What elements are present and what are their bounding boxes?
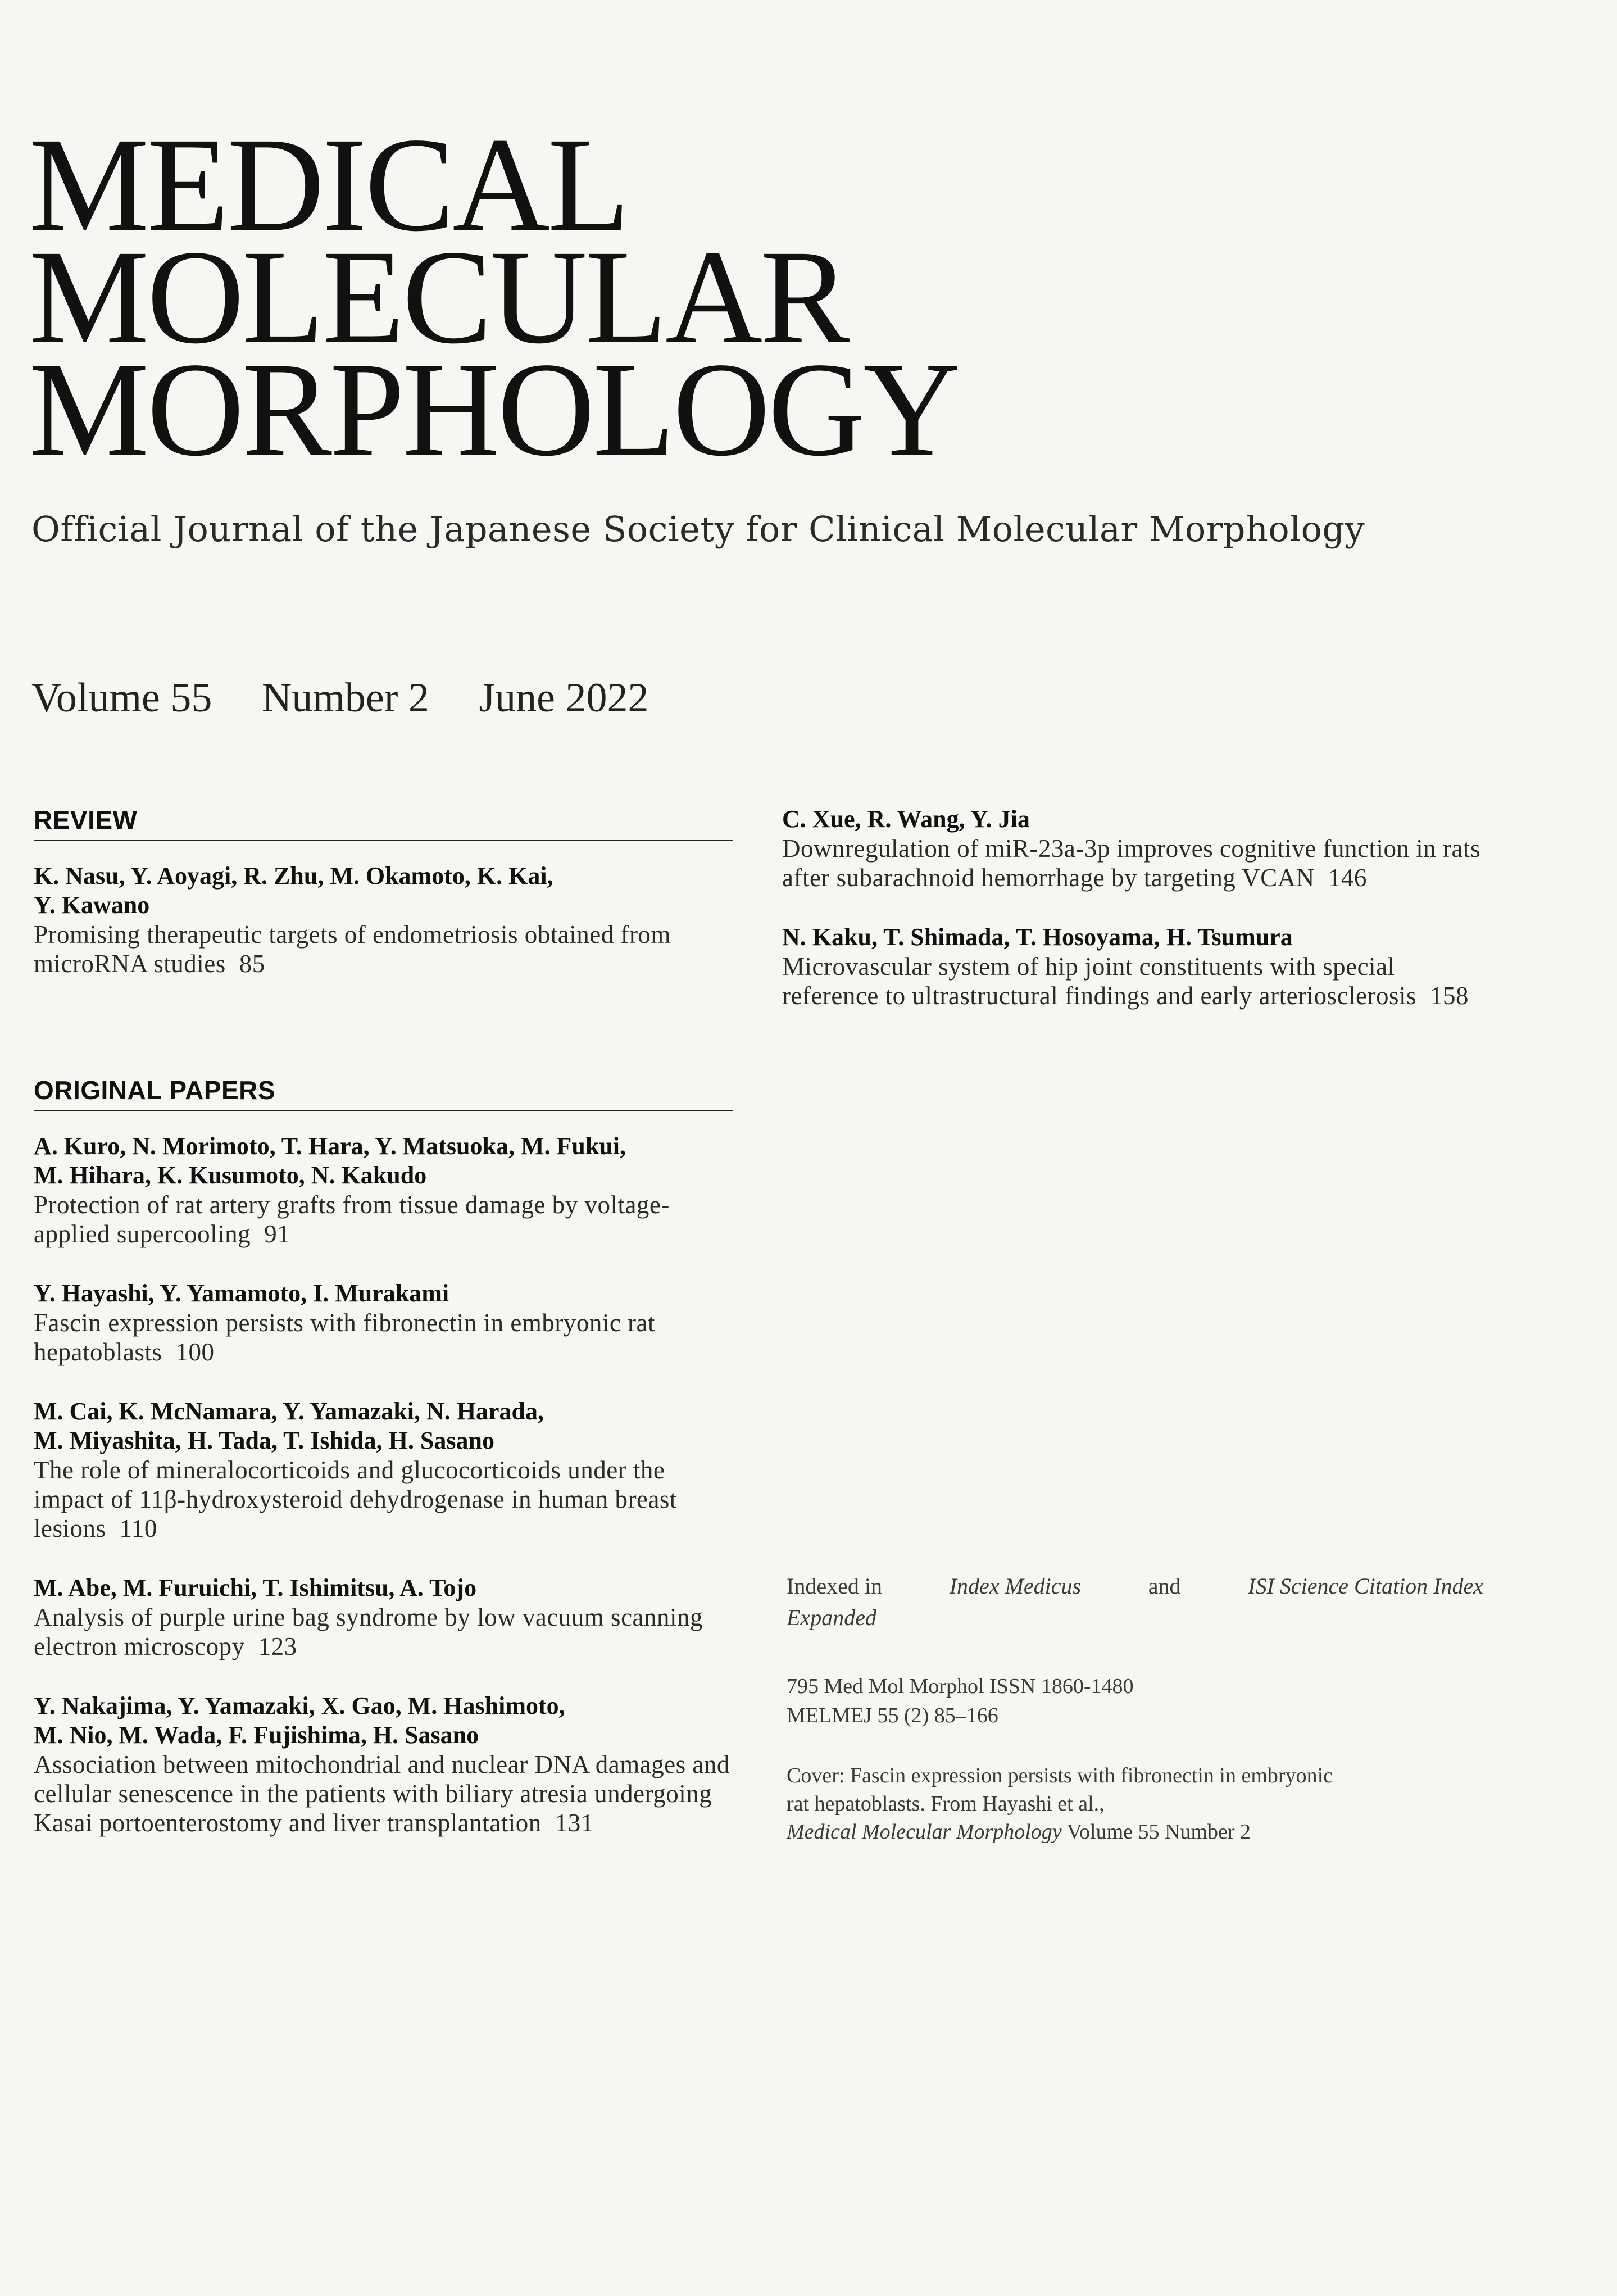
contents-left-column [34,805,733,1868]
masthead-line-1: MEDICAL [29,110,628,259]
paper-entry[interactable] [34,1279,733,1367]
issue-date: June 2022 [479,675,649,721]
entry-title [782,834,1496,892]
entry-title [34,1308,733,1367]
entry-authors: A. Kuro, N. Morimoto, T. Hara, Y. Matsuoka, M. Fukui, [34,1132,626,1160]
entry-authors: C. Xue, R. Wang, Y. Jia [782,805,1030,833]
entry-title [34,920,733,978]
entry-title [34,1750,733,1837]
entry-title [34,1455,733,1543]
paper-entry[interactable] [782,923,1496,1010]
entry-page: 91 [264,1220,290,1248]
isi-index: ISI Science Citation Index [1248,1573,1483,1599]
entry-page: 110 [119,1514,157,1542]
entry-title-text: Analysis of purple urine bag syndrome by low vacuum scanning electron microscopy [34,1603,703,1660]
entry-page: 146 [1328,864,1367,892]
entry-title-text: Association between mitochondrial and nuclear DNA damages and cellular senescence in the patients with biliary atresia undergoing Kasai portoenterostomy and liver transplantation [34,1750,730,1837]
entry-title [782,952,1496,1010]
entry-authors-cont: M. Hihara, K. Kusumoto, N. Kakudo [34,1161,427,1189]
entry-title-text: Downregulation of miR-23a-3p improves cognitive function in rats after subarachnoid hemorrhage by targeting VCAN [782,834,1481,892]
review-entry[interactable] [34,861,733,978]
issn-line-2: MELMEJ 55 (2) 85–166 [787,1704,998,1727]
issn-line-1: 795 Med Mol Morphol ISSN 1860-1480 [787,1675,1134,1698]
entry-authors: K. Nasu, Y. Aoyagi, R. Zhu, M. Okamoto, K. Kai, [34,862,553,890]
cover-caption [787,1762,1483,1846]
isi-index-cont: Expanded [787,1605,876,1630]
cover-journal: Medical Molecular Morphology [787,1820,1062,1844]
issue-number: Number 2 [261,675,429,721]
and-text: and [1148,1573,1181,1599]
entry-authors: M. Cai, K. McNamara, Y. Yamazaki, N. Harada, [34,1397,544,1425]
issn-info [787,1672,1483,1730]
entry-title-text: Protection of rat artery grafts from tissue damage by voltage-applied supercooling [34,1191,670,1248]
masthead-line-2: MOLECULAR [29,222,848,371]
paper-entry[interactable] [34,1691,733,1837]
cover-issue: Volume 55 Number 2 [1066,1820,1251,1844]
entry-authors: N. Kaku, T. Shimada, T. Hosoyama, H. Tsumura [782,923,1293,951]
cover-line-1: Cover: Fascin expression persists with fibronectin in embryonic [787,1764,1333,1787]
cover-line-2: rat hepatoblasts. From Hayashi et al., [787,1792,1105,1816]
entry-title-text: Fascin expression persists with fibronectin in embryonic rat hepatoblasts [34,1309,656,1366]
index-medicus: Index Medicus [949,1573,1082,1599]
contents-right-column [782,805,1496,1041]
journal-subtitle: Official Journal of the Japanese Society for Clinical Molecular Morphology [31,509,1365,550]
entry-page: 85 [239,950,265,978]
entry-authors: Y. Nakajima, Y. Yamazaki, X. Gao, M. Hashimoto, [34,1692,565,1719]
indexing-note [787,1571,1483,1633]
entry-title-text: Promising therapeutic targets of endometriosis obtained from microRNA studies [34,920,671,978]
entry-page: 123 [258,1632,297,1660]
entry-authors-cont: M. Miyashita, H. Tada, T. Ishida, H. Sasano [34,1427,494,1454]
entry-authors-cont: Y. Kawano [34,891,150,919]
review-section-heading: REVIEW [34,805,733,841]
entry-authors: M. Abe, M. Furuichi, T. Ishimitsu, A. Tojo [34,1574,477,1601]
entry-page: 158 [1430,982,1469,1010]
indexed-in-text: Indexed in [787,1573,882,1599]
entry-page: 131 [555,1809,594,1837]
paper-entry[interactable] [34,1132,733,1249]
issue-info [31,674,649,722]
entry-authors: Y. Hayashi, Y. Yamamoto, I. Murakami [34,1279,449,1307]
paper-entry[interactable] [34,1573,733,1661]
entry-title [34,1603,733,1661]
entry-page: 100 [175,1338,215,1366]
entry-title [34,1190,733,1249]
indexing-line [787,1571,1483,1602]
journal-masthead [29,110,984,484]
entry-title-text: The role of mineralocorticoids and glucocorticoids under the impact of 11β-hydroxysteroid dehydrogenase in human breast lesions [34,1456,677,1542]
cover-line-3 [787,1818,1483,1846]
issue-volume: Volume 55 [31,675,212,721]
paper-entry[interactable] [34,1397,733,1543]
entry-authors-cont: M. Nio, M. Wada, F. Fujishima, H. Sasano [34,1721,479,1749]
entry-title-text: Microvascular system of hip joint constituents with special reference to ultrastructural findings and early arteriosclerosis [782,952,1417,1010]
original-papers-heading: ORIGINAL PAPERS [34,1075,733,1111]
paper-entry[interactable] [782,805,1496,892]
masthead-line-3: MORPHOLOGY [29,334,959,484]
